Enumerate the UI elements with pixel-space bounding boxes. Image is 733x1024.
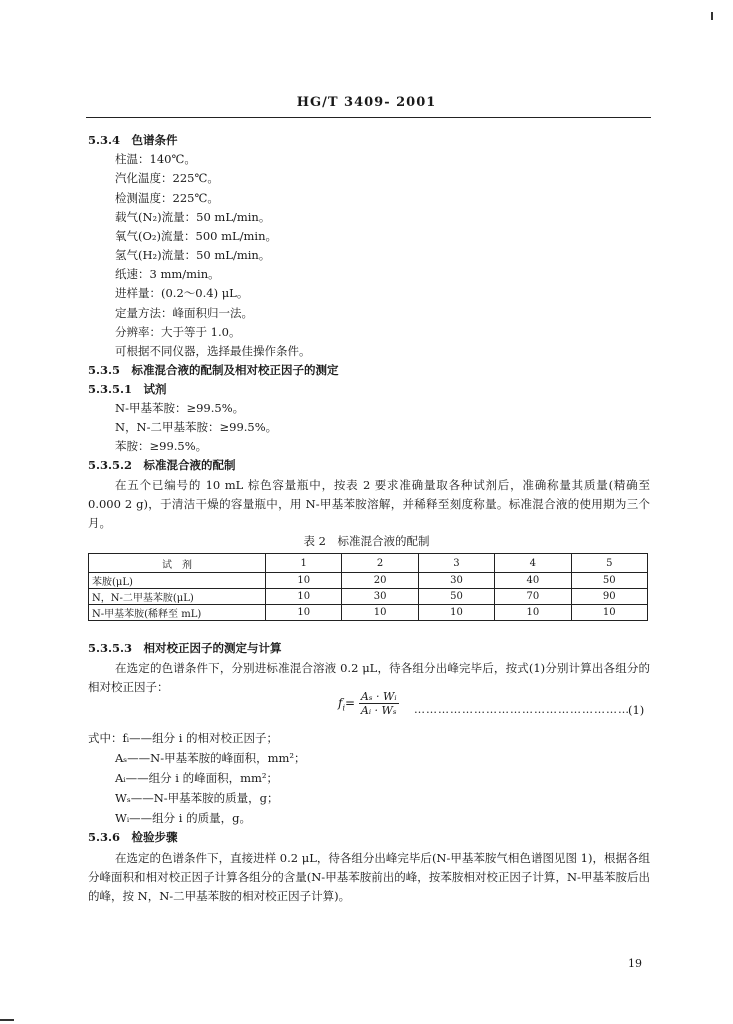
definition-line: Aₛ——N-甲基苯胺的峰面积，mm²； [115, 751, 306, 765]
formula-number: (1) [628, 703, 645, 717]
header-rule [86, 117, 651, 118]
row-label: 苯胺(μL) [89, 573, 266, 589]
formula-equals: = [345, 696, 356, 710]
table-header-row [89, 554, 648, 573]
condition-line: 氢气(H₂)流量：50 mL/min。 [115, 248, 271, 262]
scan-mark-bottom-left [0, 1019, 14, 1021]
table-row [89, 605, 648, 621]
formula-numerator: Aₛ · Wᵢ [360, 690, 397, 703]
table-cell: 30 [418, 573, 494, 589]
preparation-paragraph: 在五个已编号的 10 mL 棕色容量瓶中，按表 2 要求准确量取各种试剂后，准确称量其质量(精确至 0.000 2 g)，于清洁干燥的容量瓶中，用 N-甲基苯胺溶解，并稀释至刻度称量。标准混合液的使用期为三个月。 [88, 478, 650, 530]
table-cell: 50 [418, 589, 494, 605]
section-5-3-4-heading: 5.3.4 色谱条件 [88, 133, 178, 147]
condition-line: 柱温：140℃。 [115, 152, 196, 166]
condition-line: 纸速：3 mm/min。 [115, 267, 220, 281]
table-cell: 70 [495, 589, 571, 605]
section-5-3-5-heading: 5.3.5 标准混合液的配制及相对校正因子的测定 [88, 363, 339, 377]
condition-line: 检测温度：225℃。 [115, 191, 219, 205]
condition-line: 汽化温度：225℃。 [115, 171, 219, 185]
standard-code-header: HG/T 3409- 2001 [296, 95, 437, 110]
formula-lhs: f [338, 696, 343, 710]
section-5-3-5-2-heading: 5.3.5.2 标准混合液的配制 [88, 458, 236, 472]
table-cell: 20 [342, 573, 418, 589]
condition-line: 可根据不同仪器，选择最佳操作条件。 [115, 344, 311, 358]
definition-line: Wₛ——N-甲基苯胺的质量，g； [115, 791, 279, 805]
condition-line: 进样量：(0.2～0.4) μL。 [115, 286, 249, 300]
table-cell: 10 [418, 605, 494, 621]
scan-mark-top-right [711, 12, 713, 20]
where-intro: 式中：fᵢ——组分 i 的相对校正因子； [88, 731, 279, 745]
condition-line: 分辨率：大于等于 1.0。 [115, 325, 241, 339]
section-5-3-6-heading: 5.3.6 检验步骤 [88, 830, 178, 844]
table-row [89, 573, 648, 589]
definition-line: Aᵢ——组分 i 的峰面积，mm²； [115, 771, 279, 785]
table-cell: 10 [266, 573, 342, 589]
header-label-cell: 试 剂 [89, 554, 266, 573]
standard-mixture-table [88, 553, 648, 621]
table-2-caption: 表 2 标准混合液的配制 [303, 534, 430, 548]
reagent-line: 苯胺：≥99.5%。 [115, 439, 208, 453]
formula-denominator: Aᵢ · Wₛ [360, 704, 397, 717]
reagent-line: N，N-二甲基苯胺：≥99.5%。 [115, 420, 278, 434]
table-row [89, 589, 648, 605]
section-5-3-5-3-heading: 5.3.5.3 相对校正因子的测定与计算 [88, 641, 282, 655]
table-cell: 90 [571, 589, 647, 605]
table-cell: 10 [571, 605, 647, 621]
formula-fraction [359, 690, 399, 717]
table-cell: 10 [266, 605, 342, 621]
condition-line: 定量方法：峰面积归一法。 [115, 306, 253, 320]
condition-line: 氧气(O₂)流量：500 mL/min。 [115, 229, 278, 243]
table-cell: 10 [342, 605, 418, 621]
table-cell: 40 [495, 573, 571, 589]
formula-lhs-subscript: i [342, 703, 346, 713]
table-cell: 50 [571, 573, 647, 589]
column-header: 3 [418, 554, 494, 573]
calculation-paragraph: 在选定的色谱条件下，分别进标准混合溶液 0.2 μL，待各组分出峰完毕后，按式(1)分别计算出各组分的相对校正因子： [88, 661, 650, 694]
definition-line: Wᵢ——组分 i 的质量，g。 [115, 811, 251, 825]
column-header: 5 [571, 554, 647, 573]
condition-line: 载气(N₂)流量：50 mL/min。 [115, 210, 271, 224]
row-label: N-甲基苯胺(稀释至 mL) [89, 605, 266, 621]
procedure-paragraph: 在选定的色谱条件下，直接进样 0.2 μL，待各组分出峰完毕后(N-甲基苯胺气相色谱图见图 1)，根据各组分峰面积和相对校正因子计算各组分的含量(N-甲基苯胺前出的峰，按苯胺相对校正因子计算，N-甲基苯胺后出的峰，按 N，N-二甲基苯胺的相对校正因子计算)。 [88, 851, 650, 903]
page-number: 19 [628, 957, 642, 970]
table-cell: 10 [266, 589, 342, 605]
column-header: 1 [266, 554, 342, 573]
section-5-3-5-1-heading: 5.3.5.1 试剂 [88, 382, 167, 396]
formula-leader-dots: ……………………………………………… [414, 703, 630, 716]
row-label: N，N-二甲基苯胺(μL) [89, 589, 266, 605]
reagent-line: N-甲基苯胺：≥99.5%。 [115, 401, 245, 415]
table-cell: 30 [342, 589, 418, 605]
correction-factor-formula [338, 690, 399, 717]
column-header: 2 [342, 554, 418, 573]
table-cell: 10 [495, 605, 571, 621]
column-header: 4 [495, 554, 571, 573]
